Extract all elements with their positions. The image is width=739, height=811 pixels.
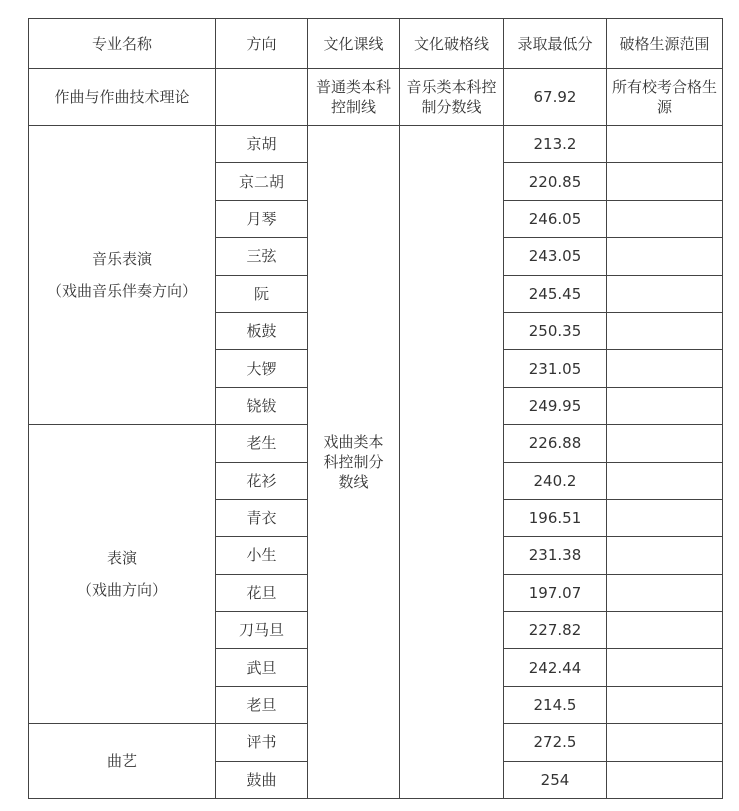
- major-name: 曲艺: [106, 752, 137, 771]
- direction-cell: 板鼓: [216, 312, 308, 349]
- direction-cell: 刀马旦: [216, 612, 308, 649]
- direction-cell: 鼓曲: [216, 761, 308, 798]
- exception-range-cell: [607, 612, 723, 649]
- header-row: [29, 19, 723, 69]
- major-cell: [29, 126, 216, 425]
- direction-cell: 老旦: [216, 686, 308, 723]
- direction-cell: 京胡: [216, 126, 308, 163]
- exception-range-cell: [607, 387, 723, 424]
- min-score-cell: 196.51: [504, 499, 607, 536]
- min-score-cell: 227.82: [504, 612, 607, 649]
- direction-cell: 三弦: [216, 238, 308, 275]
- direction-cell: 武旦: [216, 649, 308, 686]
- exception-range-cell: [607, 649, 723, 686]
- major-subtitle: （戏曲方向）: [76, 581, 167, 600]
- header-major: 专业名称: [29, 19, 216, 69]
- min-score-cell: 246.05: [504, 200, 607, 237]
- min-score-cell: 272.5: [504, 724, 607, 761]
- direction-cell: 花旦: [216, 574, 308, 611]
- header-direction: 方向: [216, 19, 308, 69]
- min-score-cell: 197.07: [504, 574, 607, 611]
- exception-range-cell: [607, 574, 723, 611]
- major-cell: [29, 724, 216, 799]
- exception-range-cell: [607, 238, 723, 275]
- direction-cell: 京二胡: [216, 163, 308, 200]
- special-direction: [216, 69, 308, 126]
- special-culture-line: 普通类本科控制线: [308, 69, 400, 126]
- exception-range-cell: [607, 724, 723, 761]
- exception-range-cell: [607, 425, 723, 462]
- special-major: 作曲与作曲技术理论: [29, 69, 216, 126]
- exception-range-cell: [607, 462, 723, 499]
- exception-range-cell: [607, 200, 723, 237]
- special-exception-line: 音乐类本科控制分数线: [400, 69, 504, 126]
- special-exception-range: 所有校考合格生源: [607, 69, 723, 126]
- direction-cell: 阮: [216, 275, 308, 312]
- exception-range-cell: [607, 350, 723, 387]
- min-score-cell: 245.45: [504, 275, 607, 312]
- exception-range-cell: [607, 499, 723, 536]
- min-score-cell: 240.2: [504, 462, 607, 499]
- header-exception-range: 破格生源范围: [607, 19, 723, 69]
- table-row: [29, 126, 723, 163]
- min-score-cell: 213.2: [504, 126, 607, 163]
- special-row-composition: [29, 69, 723, 126]
- min-score-cell: 231.05: [504, 350, 607, 387]
- direction-cell: 老生: [216, 425, 308, 462]
- exception-range-cell: [607, 275, 723, 312]
- min-score-cell: 254: [504, 761, 607, 798]
- exception-range-cell: [607, 686, 723, 723]
- major-name: 表演: [106, 549, 137, 568]
- direction-cell: 青衣: [216, 499, 308, 536]
- min-score-cell: 231.38: [504, 537, 607, 574]
- exception-range-cell: [607, 126, 723, 163]
- special-min-score: 67.92: [504, 69, 607, 126]
- header-exception-line: 文化破格线: [400, 19, 504, 69]
- min-score-cell: 214.5: [504, 686, 607, 723]
- direction-cell: 铙钹: [216, 387, 308, 424]
- direction-cell: 小生: [216, 537, 308, 574]
- direction-cell: 花衫: [216, 462, 308, 499]
- direction-cell: 评书: [216, 724, 308, 761]
- shared-exception-line: [400, 126, 504, 799]
- min-score-cell: 249.95: [504, 387, 607, 424]
- exception-range-cell: [607, 761, 723, 798]
- min-score-cell: 242.44: [504, 649, 607, 686]
- min-score-cell: 243.05: [504, 238, 607, 275]
- direction-cell: 大锣: [216, 350, 308, 387]
- table-body: [29, 19, 723, 799]
- exception-range-cell: [607, 312, 723, 349]
- direction-cell: 月琴: [216, 200, 308, 237]
- header-min-score: 录取最低分: [504, 19, 607, 69]
- major-name: 音乐表演: [91, 250, 152, 269]
- min-score-cell: 220.85: [504, 163, 607, 200]
- exception-range-cell: [607, 163, 723, 200]
- min-score-cell: 226.88: [504, 425, 607, 462]
- min-score-cell: 250.35: [504, 312, 607, 349]
- exception-range-cell: [607, 537, 723, 574]
- shared-culture-line: 戏曲类本科控制分数线: [308, 126, 400, 799]
- major-subtitle: （戏曲音乐伴奏方向）: [46, 282, 197, 301]
- admission-score-table: [28, 18, 723, 799]
- header-culture-line: 文化课线: [308, 19, 400, 69]
- major-cell: [29, 425, 216, 724]
